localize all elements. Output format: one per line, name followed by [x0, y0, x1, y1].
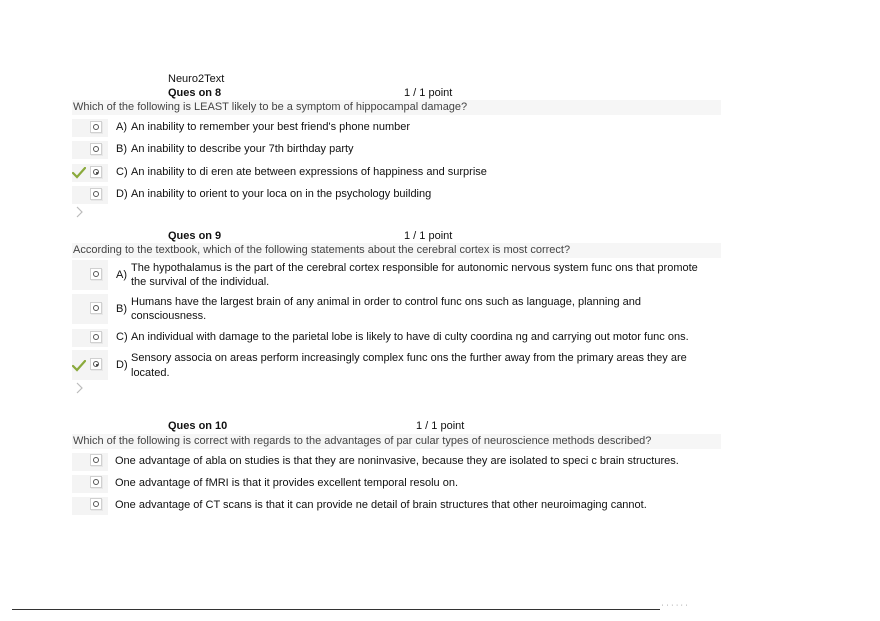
radio-ring-icon [93, 334, 99, 340]
radio-ring-icon [93, 169, 99, 175]
radio-button-selected[interactable] [90, 166, 102, 178]
q9-option-d[interactable] [72, 350, 720, 380]
question-10-heading: Ques on 10 [168, 420, 228, 432]
option-letter: D) [116, 359, 128, 371]
option-letter: A) [116, 121, 127, 133]
option-text-line-1: Sensory associa on areas perform increasingly complex func ons the further away from the primary areas they are [131, 352, 687, 364]
option-text-line-1: The hypothalamus is the part of the cerebral cortex responsible for autonomic nervous system func ons that promote [131, 262, 698, 274]
option-text: An individual with damage to the parietal lobe is likely to have di culty coordina ng and carrying out motor func ons. [131, 331, 689, 343]
radio-button[interactable] [90, 302, 102, 314]
option-text-line-1: Humans have the largest brain of any animal in order to control func ons such as language, planning and [131, 296, 641, 308]
radio-ring-icon [93, 146, 99, 152]
question-9-prompt: According to the textbook, which of the following statements about the cerebral cortex is most correct? [72, 243, 721, 258]
option-letter: C) [116, 331, 128, 343]
option-letter: C) [116, 166, 128, 178]
q9-option-a[interactable] [72, 260, 720, 290]
chevron-right-icon[interactable] [74, 382, 84, 394]
question-10-points: 1 / 1 point [416, 420, 465, 432]
question-10-prompt: Which of the following is correct with regards to the advantages of par cular types of neuroscience methods described? [72, 434, 721, 449]
q8-option-b[interactable] [72, 141, 720, 159]
q9-option-c[interactable] [72, 329, 720, 347]
radio-ring-icon [93, 271, 99, 277]
option-text-line-2: consciousness. [131, 310, 207, 322]
question-9-points: 1 / 1 point [404, 230, 453, 242]
q9-option-b[interactable] [72, 294, 720, 324]
radio-ring-icon [93, 124, 99, 130]
footer-marks: ' ' ' ' ' ' [662, 605, 689, 611]
radio-button[interactable] [90, 143, 102, 155]
option-text: An inability to di eren ate between expressions of happiness and surprise [131, 166, 487, 178]
q8-option-c[interactable] [72, 164, 720, 182]
option-letter: D) [116, 188, 128, 200]
question-8-prompt: Which of the following is LEAST likely to be a symptom of hippocampal damage? [72, 100, 721, 115]
radio-ring-icon [93, 305, 99, 311]
radio-button[interactable] [90, 331, 102, 343]
q8-option-d[interactable] [72, 186, 720, 204]
option-letter: A) [116, 269, 127, 281]
chevron-right-icon[interactable] [74, 206, 84, 218]
correct-check-icon [72, 360, 86, 372]
radio-button-selected[interactable] [90, 358, 102, 370]
option-text-line-2: the survival of the individual. [131, 276, 270, 288]
option-letter: B) [116, 303, 127, 315]
radio-ring-icon [93, 457, 99, 463]
option-text: One advantage of fMRI is that it provides excellent temporal resolu on. [115, 477, 459, 489]
option-text: One advantage of abla on studies is that they are noninvasive, because they are isolated to speci c brain structures. [115, 455, 679, 467]
option-text: An inability to orient to your loca on in the psychology building [131, 188, 432, 200]
radio-button[interactable] [90, 121, 102, 133]
q10-option-2[interactable] [72, 475, 720, 493]
question-8-heading: Ques on 8 [168, 87, 222, 99]
option-text: An inability to remember your best friend's phone number [131, 121, 411, 133]
radio-button[interactable] [90, 454, 102, 466]
q10-option-1[interactable] [72, 453, 720, 471]
question-8-points: 1 / 1 point [404, 87, 453, 99]
radio-ring-icon [93, 191, 99, 197]
radio-ring-icon [93, 479, 99, 485]
document-title: Neuro2Text [168, 73, 225, 85]
radio-button[interactable] [90, 498, 102, 510]
radio-ring-icon [93, 501, 99, 507]
question-9-heading: Ques on 9 [168, 230, 222, 242]
option-letter: B) [116, 143, 127, 155]
radio-button[interactable] [90, 476, 102, 488]
q10-option-3[interactable] [72, 497, 720, 515]
radio-ring-icon [93, 361, 99, 367]
radio-dot-icon [96, 364, 98, 366]
radio-button[interactable] [90, 268, 102, 280]
footer-divider [12, 609, 660, 610]
option-text-line-2: located. [131, 367, 170, 379]
option-text: An inability to describe your 7th birthday party [131, 143, 354, 155]
correct-check-icon [72, 167, 86, 179]
radio-button[interactable] [90, 188, 102, 200]
option-text: One advantage of CT scans is that it can provide ne detail of brain structures that other neuroimaging cannot. [115, 499, 647, 511]
q8-option-a[interactable] [72, 119, 720, 137]
radio-dot-icon [96, 172, 98, 174]
